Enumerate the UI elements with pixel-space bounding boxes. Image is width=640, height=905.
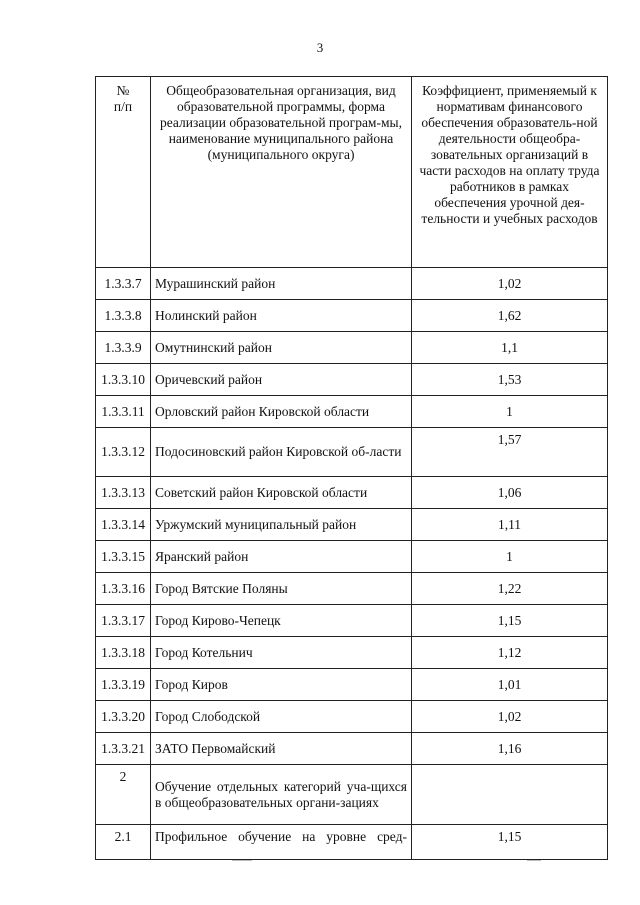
table-row (96, 268, 608, 300)
row-name: Омутнинский район (151, 332, 412, 364)
scan-mark-right (527, 860, 541, 861)
table-row (96, 509, 608, 541)
table-row (96, 300, 608, 332)
row-name: Профильное обучение на уровне сред- (151, 825, 412, 860)
page-number: 3 (316, 40, 324, 55)
row-number: 1.3.3.14 (96, 509, 151, 541)
row-name: Обучение отдельных категорий уча-щихся в общеобразовательных органи-зациях (151, 765, 412, 825)
header-number-abbrev: п/п (113, 99, 133, 114)
table-row (96, 364, 608, 396)
row-coefficient: 1,11 (412, 509, 608, 541)
row-coefficient: 1,15 (412, 825, 608, 860)
table-row (96, 396, 608, 428)
header-organization-cell: Общеобразовательная организация, вид образовательной программы, форма реализации образовательной програм-мы, наименование муниципального района (муниципального округа) (151, 77, 412, 268)
table-row (96, 428, 608, 477)
header-number-cell (96, 77, 151, 268)
row-number: 2 (96, 765, 151, 825)
row-number: 1.3.3.18 (96, 637, 151, 669)
row-number: 1.3.3.17 (96, 605, 151, 637)
row-name: Орловский район Кировской области (151, 396, 412, 428)
row-coefficient: 1,1 (412, 332, 608, 364)
row-name: Оричевский район (151, 364, 412, 396)
row-coefficient (412, 765, 608, 825)
row-coefficient: 1 (412, 396, 608, 428)
row-name: Советский район Кировской области (151, 477, 412, 509)
row-number: 1.3.3.12 (96, 428, 151, 477)
row-number: 1.3.3.10 (96, 364, 151, 396)
row-name: Город Кирово-Чепецк (151, 605, 412, 637)
row-coefficient: 1,53 (412, 364, 608, 396)
coefficient-table (95, 76, 608, 860)
row-name: ЗАТО Первомайский (151, 733, 412, 765)
row-number: 1.3.3.13 (96, 477, 151, 509)
row-name: Мурашинский район (151, 268, 412, 300)
row-number: 2.1 (96, 825, 151, 860)
table-row (96, 825, 608, 860)
header-coefficient-cell: Коэффициент, применяемый к нормативам финансового обеспечения образователь-ной деятельности общеобра-зовательных организаций в части расходов на оплату труда работников в рамках обеспечения урочной дея-тельности и учебных расходов (412, 77, 608, 268)
row-coefficient: 1,01 (412, 669, 608, 701)
row-name: Яранский район (151, 541, 412, 573)
table-row (96, 541, 608, 573)
row-coefficient: 1,57 (412, 428, 608, 477)
table-row (96, 332, 608, 364)
row-number: 1.3.3.21 (96, 733, 151, 765)
row-name: Уржумский муниципальный район (151, 509, 412, 541)
row-coefficient: 1,06 (412, 477, 608, 509)
table-row (96, 637, 608, 669)
table-row (96, 733, 608, 765)
row-name: Город Киров (151, 669, 412, 701)
row-name: Город Вятские Поляны (151, 573, 412, 605)
table-row (96, 605, 608, 637)
row-coefficient: 1,15 (412, 605, 608, 637)
row-number: 1.3.3.15 (96, 541, 151, 573)
header-number-symbol: № (116, 83, 130, 98)
row-coefficient: 1,16 (412, 733, 608, 765)
row-number: 1.3.3.11 (96, 396, 151, 428)
row-number: 1.3.3.9 (96, 332, 151, 364)
row-coefficient: 1,22 (412, 573, 608, 605)
row-name: Подосиновский район Кировской об-ласти (151, 428, 412, 477)
table-row (96, 701, 608, 733)
row-number: 1.3.3.8 (96, 300, 151, 332)
row-name: Город Котельнич (151, 637, 412, 669)
row-coefficient: 1,02 (412, 701, 608, 733)
row-name: Город Слободской (151, 701, 412, 733)
table-row (96, 477, 608, 509)
row-coefficient: 1,02 (412, 268, 608, 300)
row-number: 1.3.3.16 (96, 573, 151, 605)
table-row (96, 765, 608, 825)
row-number: 1.3.3.19 (96, 669, 151, 701)
row-number: 1.3.3.7 (96, 268, 151, 300)
table-row (96, 669, 608, 701)
row-coefficient: 1,62 (412, 300, 608, 332)
row-name: Нолинский район (151, 300, 412, 332)
table-header-row (96, 77, 608, 268)
row-number: 1.3.3.20 (96, 701, 151, 733)
row-coefficient: 1,12 (412, 637, 608, 669)
table-row (96, 573, 608, 605)
row-coefficient: 1 (412, 541, 608, 573)
scan-mark-left (232, 860, 252, 861)
